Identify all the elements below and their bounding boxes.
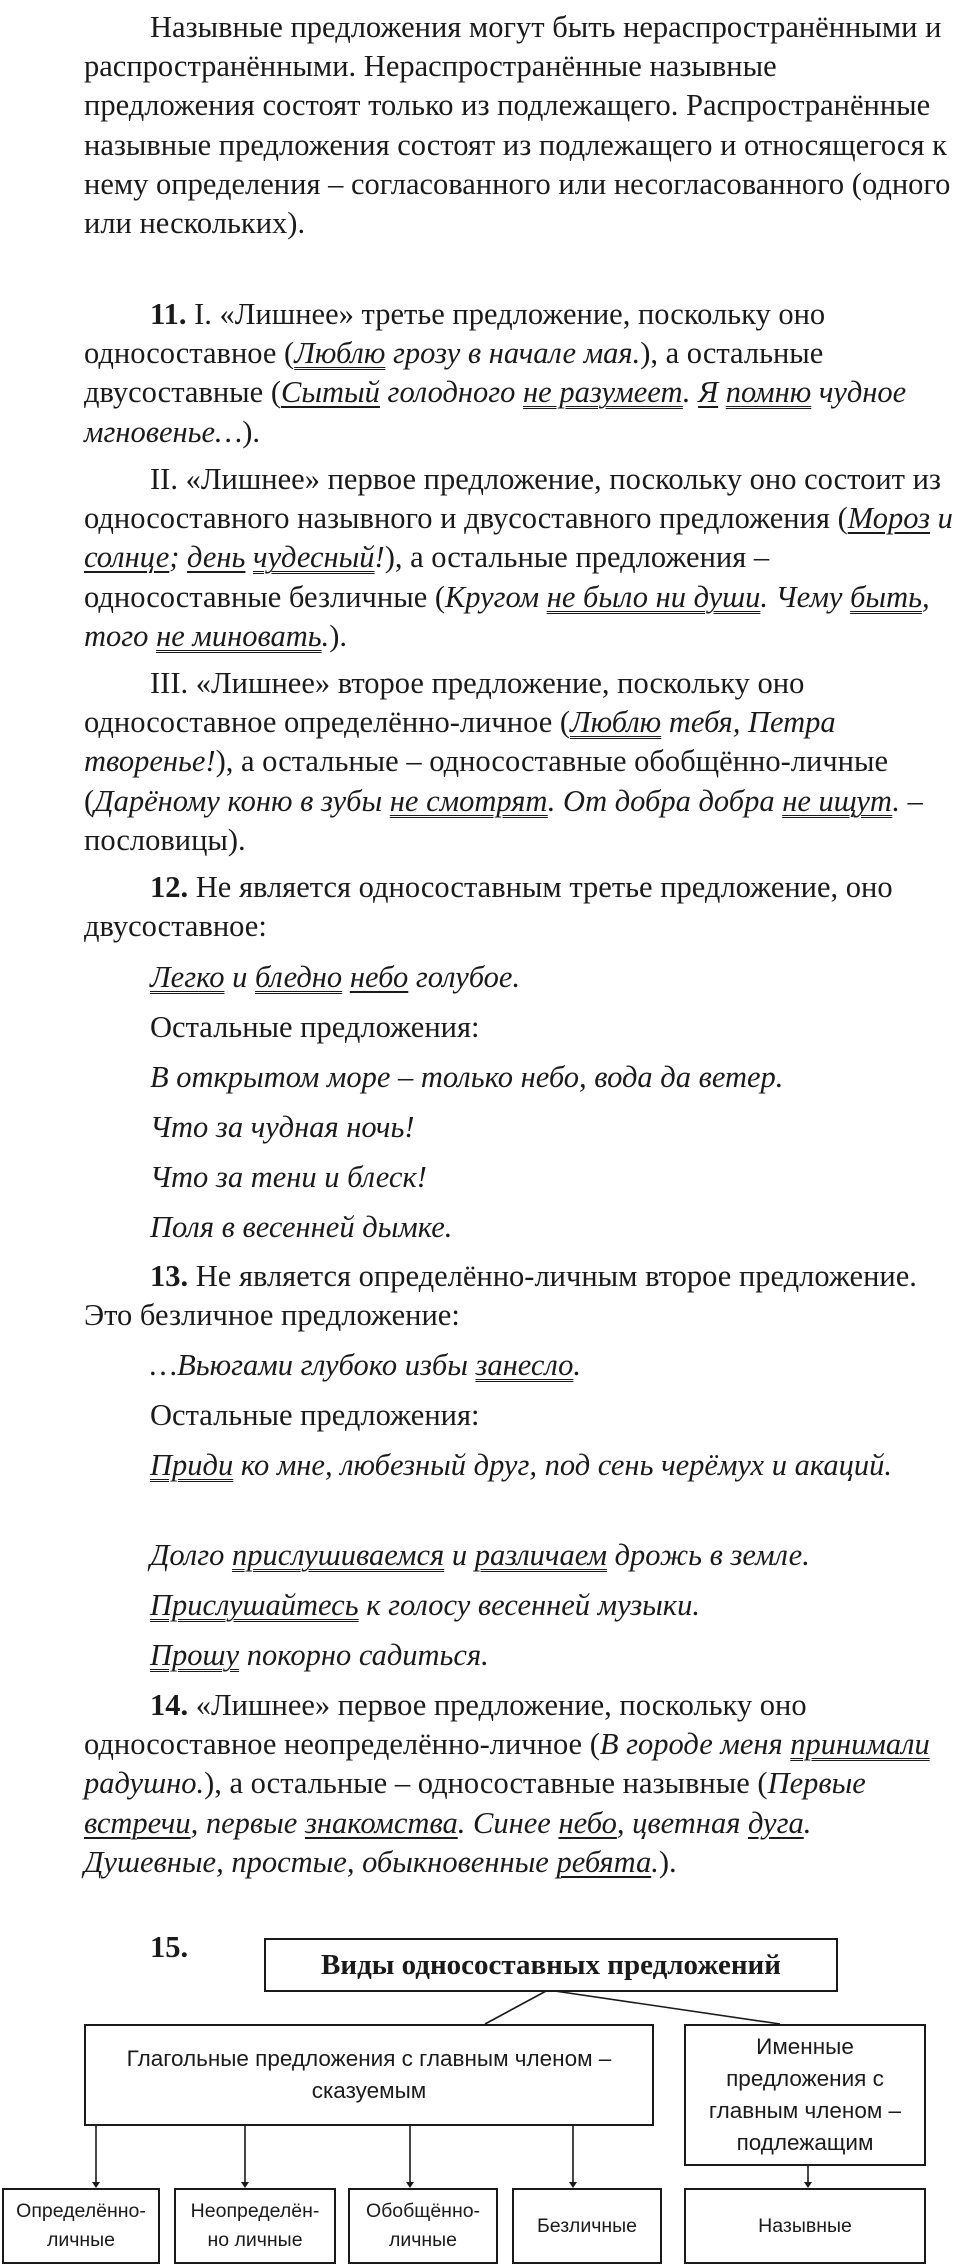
answer-number: 14. bbox=[150, 1688, 189, 1722]
answer-number: 15. bbox=[150, 1930, 189, 1964]
answer-13 bbox=[84, 1257, 954, 1335]
predicate: принимали bbox=[790, 1727, 930, 1762]
predicate: не миновать bbox=[156, 618, 322, 653]
predicate: Люблю bbox=[570, 705, 662, 740]
text: Поля в весенней дымке. bbox=[150, 1210, 453, 1244]
box-label: Безличные bbox=[537, 2214, 637, 2237]
example-sentence bbox=[150, 1208, 950, 1247]
indefinite-personal-box bbox=[174, 2188, 336, 2264]
example-sentence bbox=[150, 1058, 950, 1097]
text: . bbox=[892, 783, 900, 818]
connector-line bbox=[548, 1990, 780, 2024]
box-label: Определённо-личные bbox=[16, 2200, 146, 2251]
text: Не является односоставным третье предложение, оно двусоставное: bbox=[84, 870, 893, 944]
predicate: Приди bbox=[150, 1448, 234, 1482]
text: ). bbox=[242, 414, 260, 449]
text: голубое. bbox=[408, 960, 521, 994]
subject: Сытый bbox=[280, 375, 380, 410]
answer-12 bbox=[84, 868, 954, 946]
text: . Синее bbox=[457, 1805, 559, 1840]
predicate: Прислушайтесь bbox=[150, 1588, 359, 1622]
text: к голосу весенней музыки. bbox=[358, 1588, 700, 1622]
subject: встречи bbox=[84, 1805, 191, 1840]
nominative-box bbox=[684, 2188, 926, 2264]
text: . bbox=[651, 1844, 659, 1879]
subject: ребята bbox=[556, 1844, 652, 1879]
predicate: бледно bbox=[254, 960, 343, 994]
subject: небо bbox=[349, 960, 409, 994]
text: Остальные предложения: bbox=[150, 1398, 480, 1432]
text: ), а остальные – односоставные обобщённо-личные ( bbox=[84, 744, 888, 818]
text: В городе меня bbox=[599, 1727, 791, 1762]
text: ко мне, любезный друг, под сень черёмух и акаций. bbox=[233, 1448, 892, 1482]
text: , первые bbox=[190, 1805, 305, 1840]
text: Что за чудная ночь! bbox=[150, 1110, 415, 1144]
subject: Мороз bbox=[847, 501, 930, 536]
text: ). bbox=[329, 618, 348, 653]
text: чудное мгновенье… bbox=[84, 375, 907, 449]
box-label: Обобщённо-личные bbox=[365, 2200, 481, 2251]
connector-line bbox=[485, 1990, 548, 2024]
predicate: различаем bbox=[474, 1538, 607, 1572]
answer-number: 12. bbox=[150, 870, 189, 904]
predicate: Люблю bbox=[294, 336, 386, 371]
text: – пословицы). bbox=[84, 783, 923, 857]
example-heading bbox=[150, 1008, 950, 1047]
text: ; bbox=[169, 540, 188, 575]
text: . Душевные, простые, обыкновенные bbox=[84, 1805, 812, 1879]
text bbox=[245, 540, 253, 574]
text: Дарёному коню в зубы bbox=[94, 783, 390, 818]
text: В открытом море – только небо, вода да ветер. bbox=[150, 1060, 784, 1094]
text: . bbox=[573, 1348, 581, 1382]
predicate: занесло bbox=[475, 1348, 574, 1382]
text: «Лишнее» первое предложение, поскольку оно односоставное неопределённо-личное ( bbox=[84, 1688, 807, 1762]
example-sentence bbox=[150, 1636, 950, 1675]
predicate: не смотрят bbox=[389, 783, 548, 818]
predicate: прислушиваемся bbox=[231, 1538, 445, 1572]
impersonal-box bbox=[512, 2188, 662, 2264]
types-diagram bbox=[0, 1920, 960, 2264]
text: Остальные предложения: bbox=[150, 1010, 480, 1044]
text bbox=[718, 375, 726, 409]
subject: солнце bbox=[84, 540, 170, 575]
text: . bbox=[321, 618, 330, 653]
text: ). bbox=[658, 1844, 677, 1879]
example-sentence bbox=[150, 1586, 950, 1625]
box-label: Глагольные предложения с главным членом – сказуемым bbox=[126, 2046, 612, 2103]
text: III. «Лишнее» второе предложение, поскольку оно односоставное определённо-личное ( bbox=[84, 666, 805, 740]
text: , того bbox=[84, 579, 930, 653]
example-heading bbox=[150, 1396, 950, 1435]
text: ), а остальные – односоставные назывные ( bbox=[204, 1766, 768, 1801]
subject: знакомства bbox=[304, 1805, 458, 1840]
diagram-title-box bbox=[264, 1938, 838, 1992]
paragraph-nominal-sentences bbox=[84, 8, 954, 243]
example-sentence bbox=[150, 1108, 950, 1147]
predicate: Прошу bbox=[150, 1638, 240, 1672]
subject: дуга bbox=[748, 1805, 804, 1840]
text: ! bbox=[374, 540, 385, 575]
box-label: Неопределён-но личные bbox=[190, 2200, 320, 2251]
text: Первые bbox=[767, 1766, 866, 1801]
text: II. «Лишнее» первое предложение, поскольку оно состоит из односоставного назывного и двусоставного предложения ( bbox=[84, 462, 941, 536]
text: …Вьюгами глубоко избы bbox=[150, 1348, 476, 1382]
text: Долго bbox=[150, 1538, 232, 1572]
answer-number: 13. bbox=[150, 1259, 189, 1293]
nominal-sentences-box bbox=[684, 2024, 926, 2166]
predicate: Легко bbox=[150, 960, 225, 994]
example-sentence bbox=[150, 1158, 950, 1197]
example-sentence bbox=[84, 1446, 954, 1485]
predicate: не ищут bbox=[782, 783, 893, 818]
text: покорно садиться. bbox=[239, 1638, 489, 1672]
answer-11-part-2 bbox=[84, 460, 954, 656]
verbal-sentences-box bbox=[84, 2024, 654, 2126]
example-sentence bbox=[150, 958, 950, 997]
text bbox=[342, 960, 350, 994]
predicate: помню bbox=[725, 375, 812, 410]
text: тебя, Петра творенье! bbox=[84, 705, 836, 779]
text: Не является определённо-личным второе предложение. Это безличное предложение: bbox=[84, 1259, 917, 1333]
text: . bbox=[682, 375, 699, 410]
text: и bbox=[444, 1538, 475, 1572]
answer-14 bbox=[84, 1686, 954, 1882]
diagram-title: Виды односоставных предложений bbox=[321, 1948, 781, 1981]
predicate: не разумеет bbox=[523, 375, 683, 410]
text: Кругом bbox=[445, 579, 547, 614]
text: голодного bbox=[379, 375, 524, 410]
answer-11-part-1 bbox=[84, 295, 954, 452]
example-sentence bbox=[150, 1536, 950, 1575]
box-label: Назывные bbox=[758, 2214, 852, 2237]
text: дрожь в земле. bbox=[606, 1538, 810, 1572]
box-label: Именные предложения с главным членом – подлежащим bbox=[708, 2034, 902, 2155]
text: , цветная bbox=[616, 1805, 748, 1840]
text: и bbox=[224, 960, 255, 994]
answer-number: 11. bbox=[150, 297, 187, 331]
example-sentence bbox=[150, 1346, 950, 1385]
subject: небо bbox=[558, 1805, 617, 1840]
text: Что за тени и блеск! bbox=[150, 1160, 427, 1194]
text: грозу в начале мая. bbox=[385, 336, 641, 371]
subject: день bbox=[187, 540, 246, 575]
paragraph-text: Назывные предложения могут быть нераспространёнными и распространёнными. Нераспространённые назывные предложения состоят только из подлежащего. Распространённые назывные предложения состоят из подлежащего и относящегося к нему определения – согласованного или несогласованного (одного или нескольких). bbox=[84, 10, 951, 241]
text: I. «Лишнее» третье предложение, поскольку оно односоставное ( bbox=[84, 297, 826, 371]
definite-personal-box bbox=[2, 2188, 160, 2264]
answer-11-part-3 bbox=[84, 664, 954, 860]
predicate: не было ни души bbox=[546, 579, 761, 614]
text: . От добра добра bbox=[547, 783, 783, 818]
text: ), а остальные двусоставные ( bbox=[84, 336, 824, 410]
text: . Чему bbox=[760, 579, 851, 614]
subject: Я bbox=[698, 375, 719, 410]
text: радушно. bbox=[84, 1766, 205, 1801]
text: ), а остальные предложения – односоставные безличные ( bbox=[84, 540, 770, 614]
predicate: быть bbox=[850, 579, 922, 614]
text: и bbox=[929, 501, 953, 536]
predicate: чудесный bbox=[253, 540, 375, 575]
generalized-personal-box bbox=[348, 2188, 498, 2264]
